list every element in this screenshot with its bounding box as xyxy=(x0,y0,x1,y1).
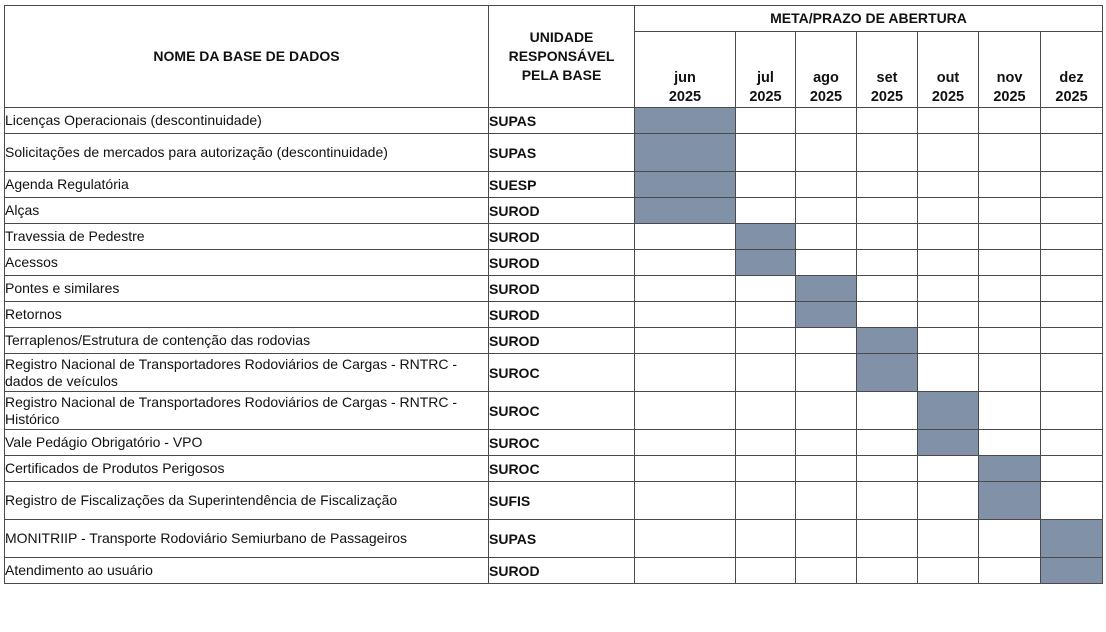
deadline-marker-dez xyxy=(1041,520,1103,558)
month-cell-jun xyxy=(635,250,736,276)
month-cell-jul xyxy=(736,172,796,198)
month-cell-ago xyxy=(796,430,857,456)
month-cell-jul xyxy=(736,456,796,482)
month-cell-out xyxy=(918,108,979,134)
month-cell-jun xyxy=(635,430,736,456)
table-row xyxy=(5,456,1103,482)
unit-cell: SUFIS xyxy=(489,482,635,520)
month-cell-jul xyxy=(736,328,796,354)
base-name-cell: Travessia de Pedestre xyxy=(5,224,489,250)
unit-cell: SUESP xyxy=(489,172,635,198)
month-cell-nov xyxy=(979,328,1041,354)
month-header-jul xyxy=(736,32,796,108)
table-row xyxy=(5,520,1103,558)
base-name-cell: Agenda Regulatória xyxy=(5,172,489,198)
month-cell-jul xyxy=(736,108,796,134)
month-header-jun xyxy=(635,32,736,108)
month-cell-jul xyxy=(736,558,796,584)
deadline-marker-jul xyxy=(736,224,796,250)
month-cell-out xyxy=(918,354,979,392)
month-cell-out xyxy=(918,198,979,224)
unit-cell: SUROC xyxy=(489,354,635,392)
table-row xyxy=(5,134,1103,172)
deadline-marker-set xyxy=(857,354,918,392)
month-cell-jun xyxy=(635,520,736,558)
table-row xyxy=(5,430,1103,456)
month-year: 2025 xyxy=(809,89,843,105)
unit-cell: SUROC xyxy=(489,430,635,456)
month-cell-jul xyxy=(736,302,796,328)
unit-cell: SUPAS xyxy=(489,520,635,558)
header-base-name: NOME DA BASE DE DADOS xyxy=(5,6,489,108)
table-row xyxy=(5,354,1103,392)
month-cell-jul xyxy=(736,430,796,456)
month-cell-dez xyxy=(1041,250,1103,276)
month-cell-jul xyxy=(736,520,796,558)
month-cell-set xyxy=(857,224,918,250)
month-cell-set xyxy=(857,172,918,198)
month-cell-ago xyxy=(796,224,857,250)
month-cell-set xyxy=(857,558,918,584)
month-cell-out xyxy=(918,276,979,302)
base-name-cell: Registro Nacional de Transportadores Rodoviários de Cargas - RNTRC - Histórico xyxy=(5,392,489,430)
month-cell-jun xyxy=(635,224,736,250)
month-cell-set xyxy=(857,482,918,520)
month-cell-jul xyxy=(736,354,796,392)
month-cell-out xyxy=(918,328,979,354)
base-name-cell: Pontes e similares xyxy=(5,276,489,302)
month-cell-dez xyxy=(1041,276,1103,302)
month-cell-dez xyxy=(1041,198,1103,224)
month-cell-out xyxy=(918,558,979,584)
header-responsible-unit: UNIDADE RESPONSÁVEL PELA BASE xyxy=(489,6,635,108)
base-name-cell: Solicitações de mercados para autorização (descontinuidade) xyxy=(5,134,489,172)
table-row xyxy=(5,198,1103,224)
deadline-marker-dez xyxy=(1041,558,1103,584)
base-name-cell: Atendimento ao usuário xyxy=(5,558,489,584)
base-name-cell: Acessos xyxy=(5,250,489,276)
month-year: 2025 xyxy=(870,89,904,105)
month-label: out xyxy=(936,70,960,86)
table-row xyxy=(5,250,1103,276)
month-cell-set xyxy=(857,198,918,224)
month-cell-ago xyxy=(796,354,857,392)
month-cell-jul xyxy=(736,134,796,172)
month-cell-ago xyxy=(796,198,857,224)
deadline-marker-jul xyxy=(736,250,796,276)
unit-cell: SUROD xyxy=(489,302,635,328)
month-cell-ago xyxy=(796,520,857,558)
deadline-marker-jun xyxy=(635,134,736,172)
month-cell-jul xyxy=(736,392,796,430)
month-cell-set xyxy=(857,302,918,328)
unit-cell: SUROC xyxy=(489,456,635,482)
deadline-marker-set xyxy=(857,328,918,354)
month-label: jul xyxy=(757,70,774,86)
month-cell-nov xyxy=(979,172,1041,198)
deadline-marker-out xyxy=(918,430,979,456)
month-cell-set xyxy=(857,250,918,276)
unit-cell: SUROD xyxy=(489,224,635,250)
base-name-cell: Retornos xyxy=(5,302,489,328)
month-cell-ago xyxy=(796,482,857,520)
table-row xyxy=(5,558,1103,584)
header-deadline: META/PRAZO DE ABERTURA xyxy=(635,6,1103,32)
base-name-cell: Licenças Operacionais (descontinuidade) xyxy=(5,108,489,134)
month-header-nov xyxy=(979,32,1041,108)
month-year: 2025 xyxy=(993,89,1026,105)
month-header-set xyxy=(857,32,918,108)
month-cell-jul xyxy=(736,482,796,520)
unit-cell: SUROD xyxy=(489,328,635,354)
month-cell-jun xyxy=(635,354,736,392)
month-cell-nov xyxy=(979,392,1041,430)
month-cell-out xyxy=(918,456,979,482)
month-cell-jun xyxy=(635,482,736,520)
month-cell-out xyxy=(918,302,979,328)
deadline-marker-out xyxy=(918,392,979,430)
month-cell-dez xyxy=(1041,328,1103,354)
month-cell-ago xyxy=(796,108,857,134)
month-cell-nov xyxy=(979,198,1041,224)
deadline-marker-nov xyxy=(979,482,1041,520)
month-cell-dez xyxy=(1041,134,1103,172)
month-cell-out xyxy=(918,172,979,198)
base-name-cell: Registro Nacional de Transportadores Rodoviários de Cargas - RNTRC - dados de veículos xyxy=(5,354,489,392)
month-cell-set xyxy=(857,108,918,134)
deadline-marker-nov xyxy=(979,456,1041,482)
month-year: 2025 xyxy=(749,89,782,105)
month-cell-out xyxy=(918,250,979,276)
month-cell-dez xyxy=(1041,354,1103,392)
month-year: 2025 xyxy=(1055,89,1088,105)
month-cell-jun xyxy=(635,328,736,354)
month-cell-dez xyxy=(1041,302,1103,328)
month-cell-ago xyxy=(796,134,857,172)
month-cell-set xyxy=(857,456,918,482)
month-cell-set xyxy=(857,520,918,558)
month-label: ago xyxy=(813,70,839,86)
month-cell-dez xyxy=(1041,430,1103,456)
base-name-cell: Alças xyxy=(5,198,489,224)
unit-cell: SUROD xyxy=(489,276,635,302)
month-header-dez xyxy=(1041,32,1103,108)
month-cell-jun xyxy=(635,276,736,302)
month-year: 2025 xyxy=(668,89,702,105)
month-cell-jun xyxy=(635,558,736,584)
unit-cell: SUPAS xyxy=(489,108,635,134)
month-cell-dez xyxy=(1041,172,1103,198)
month-cell-jul xyxy=(736,276,796,302)
month-cell-dez xyxy=(1041,482,1103,520)
month-label: nov xyxy=(996,70,1023,86)
month-cell-ago xyxy=(796,456,857,482)
base-name-cell: Vale Pedágio Obrigatório - VPO xyxy=(5,430,489,456)
month-cell-jun xyxy=(635,456,736,482)
table-row xyxy=(5,328,1103,354)
unit-cell: SUROC xyxy=(489,392,635,430)
month-cell-nov xyxy=(979,276,1041,302)
month-cell-nov xyxy=(979,430,1041,456)
deadline-marker-ago xyxy=(796,276,857,302)
table-row xyxy=(5,172,1103,198)
month-cell-out xyxy=(918,134,979,172)
month-header-out xyxy=(918,32,979,108)
deadline-marker-jun xyxy=(635,108,736,134)
month-cell-nov xyxy=(979,224,1041,250)
table-body xyxy=(5,108,1103,584)
month-cell-dez xyxy=(1041,456,1103,482)
month-cell-nov xyxy=(979,250,1041,276)
month-year: 2025 xyxy=(931,89,965,105)
table-row xyxy=(5,302,1103,328)
month-cell-nov xyxy=(979,354,1041,392)
month-cell-ago xyxy=(796,250,857,276)
table-row xyxy=(5,276,1103,302)
month-cell-nov xyxy=(979,108,1041,134)
month-cell-out xyxy=(918,482,979,520)
table-header xyxy=(5,6,1103,108)
month-cell-ago xyxy=(796,392,857,430)
month-cell-set xyxy=(857,430,918,456)
schedule-table xyxy=(4,5,1103,584)
month-cell-jun xyxy=(635,302,736,328)
table-row xyxy=(5,108,1103,134)
month-cell-nov xyxy=(979,558,1041,584)
month-cell-ago xyxy=(796,558,857,584)
table-row xyxy=(5,482,1103,520)
deadline-marker-jun xyxy=(635,172,736,198)
unit-cell: SUROD xyxy=(489,198,635,224)
month-header-ago xyxy=(796,32,857,108)
table-row xyxy=(5,224,1103,250)
unit-cell: SUROD xyxy=(489,558,635,584)
month-cell-ago xyxy=(796,328,857,354)
unit-cell: SUROD xyxy=(489,250,635,276)
month-cell-nov xyxy=(979,302,1041,328)
month-cell-dez xyxy=(1041,108,1103,134)
base-name-cell: Terraplenos/Estrutura de contenção das rodovias xyxy=(5,328,489,354)
base-name-cell: MONITRIIP - Transporte Rodoviário Semiurbano de Passageiros xyxy=(5,520,489,558)
month-cell-set xyxy=(857,276,918,302)
month-label: set xyxy=(876,70,898,86)
month-cell-out xyxy=(918,224,979,250)
unit-cell: SUPAS xyxy=(489,134,635,172)
month-cell-out xyxy=(918,520,979,558)
month-cell-dez xyxy=(1041,224,1103,250)
month-label: jun xyxy=(674,70,696,86)
month-cell-dez xyxy=(1041,392,1103,430)
base-name-cell: Registro de Fiscalizações da Superintendência de Fiscalização xyxy=(5,482,489,520)
deadline-marker-ago xyxy=(796,302,857,328)
month-cell-nov xyxy=(979,134,1041,172)
base-name-cell: Certificados de Produtos Perigosos xyxy=(5,456,489,482)
month-label: dez xyxy=(1059,70,1084,86)
month-cell-set xyxy=(857,392,918,430)
table-row xyxy=(5,392,1103,430)
month-cell-jun xyxy=(635,392,736,430)
month-cell-jul xyxy=(736,198,796,224)
deadline-marker-jun xyxy=(635,198,736,224)
month-cell-ago xyxy=(796,172,857,198)
month-cell-nov xyxy=(979,520,1041,558)
month-cell-set xyxy=(857,134,918,172)
